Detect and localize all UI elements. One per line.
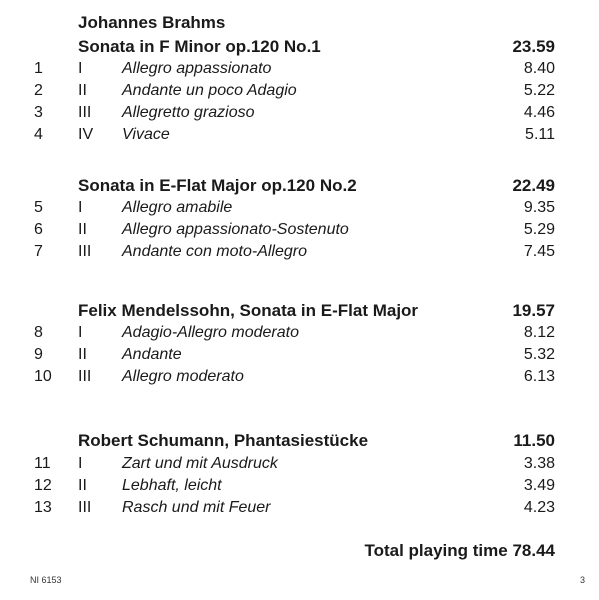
movement-number: III xyxy=(78,243,92,260)
track-row xyxy=(0,497,599,519)
movement-number: I xyxy=(78,324,83,341)
movement-number: III xyxy=(78,104,92,121)
track-row xyxy=(0,58,599,80)
section-heading-row xyxy=(0,300,599,322)
track-title: Zart und mit Ausdruck xyxy=(122,455,278,472)
composer-name: Johannes Brahms xyxy=(78,13,226,32)
track-duration: 3.49 xyxy=(523,477,555,494)
movement-number: II xyxy=(78,82,87,99)
track-title: Rasch und mit Feuer xyxy=(122,499,271,516)
track-number: 6 xyxy=(34,221,43,238)
track-number: 10 xyxy=(34,368,52,385)
track-number: 7 xyxy=(34,243,43,260)
movement-number: II xyxy=(78,477,87,494)
section-duration: 19.57 xyxy=(512,301,555,320)
track-duration: 8.40 xyxy=(523,60,555,77)
track-duration: 3.38 xyxy=(523,455,555,472)
track-title: Allegro moderato xyxy=(122,368,244,385)
track-number: 2 xyxy=(34,82,43,99)
section-heading: Sonata in F Minor op.120 No.1 xyxy=(78,37,321,56)
movement-number: II xyxy=(78,221,87,238)
movement-number: IV xyxy=(78,126,94,143)
section-heading-row xyxy=(0,36,599,58)
track-number: 1 xyxy=(34,60,43,77)
track-number: 12 xyxy=(34,477,52,494)
track-row xyxy=(0,124,599,146)
composer-heading-row xyxy=(0,12,599,34)
track-title: Allegro appassionato-Sostenuto xyxy=(122,221,349,238)
section-duration: 22.49 xyxy=(512,176,555,195)
track-duration: 9.35 xyxy=(523,199,555,216)
track-row xyxy=(0,366,599,388)
movement-number: III xyxy=(78,499,92,516)
track-number: 8 xyxy=(34,324,43,341)
track-duration: 5.11 xyxy=(525,126,555,143)
track-number: 4 xyxy=(34,126,43,143)
track-duration: 5.32 xyxy=(523,346,555,363)
track-row xyxy=(0,453,599,475)
movement-number: III xyxy=(78,368,92,385)
track-row xyxy=(0,475,599,497)
section-heading: Felix Mendelssohn, Sonata in E-Flat Major xyxy=(78,301,419,320)
track-duration: 7.45 xyxy=(523,243,555,260)
section-heading-row xyxy=(0,175,599,197)
catalog-number: NI 6153 xyxy=(30,575,62,585)
track-title: Lebhaft, leicht xyxy=(122,477,222,494)
track-number: 9 xyxy=(34,346,43,363)
track-duration: 4.46 xyxy=(523,104,555,121)
movement-number: I xyxy=(78,199,83,216)
section-duration: 23.59 xyxy=(512,37,555,56)
track-title: Adagio-Allegro moderato xyxy=(122,324,299,341)
track-duration: 6.13 xyxy=(523,368,555,385)
section-heading: Sonata in E-Flat Major op.120 No.2 xyxy=(78,176,357,195)
track-number: 11 xyxy=(34,455,51,472)
track-duration: 5.29 xyxy=(523,221,555,238)
track-title: Allegretto grazioso xyxy=(122,104,255,121)
track-number: 5 xyxy=(34,199,43,216)
track-row xyxy=(0,102,599,124)
track-duration: 4.23 xyxy=(523,499,555,516)
track-row xyxy=(0,197,599,219)
movement-number: I xyxy=(78,455,83,472)
track-row xyxy=(0,219,599,241)
track-number: 3 xyxy=(34,104,43,121)
movement-number: I xyxy=(78,60,83,77)
track-row xyxy=(0,344,599,366)
track-duration: 8.12 xyxy=(523,324,555,341)
track-number: 13 xyxy=(34,499,52,516)
track-duration: 5.22 xyxy=(523,82,555,99)
track-row xyxy=(0,241,599,263)
movement-number: II xyxy=(78,346,87,363)
page-number: 3 xyxy=(579,575,585,585)
track-title: Vivace xyxy=(122,126,170,143)
total-playing-time: Total playing time 78.44 xyxy=(364,541,555,560)
section-duration: 11.50 xyxy=(513,431,555,450)
track-title: Andante un poco Adagio xyxy=(122,82,297,99)
track-row xyxy=(0,322,599,344)
track-title: Allegro amabile xyxy=(122,199,233,216)
track-title: Andante con moto-Allegro xyxy=(122,243,307,260)
track-title: Allegro appassionato xyxy=(122,60,272,77)
track-row xyxy=(0,80,599,102)
track-title: Andante xyxy=(122,346,182,363)
section-heading: Robert Schumann, Phantasiestücke xyxy=(78,431,369,450)
section-heading-row xyxy=(0,430,599,452)
